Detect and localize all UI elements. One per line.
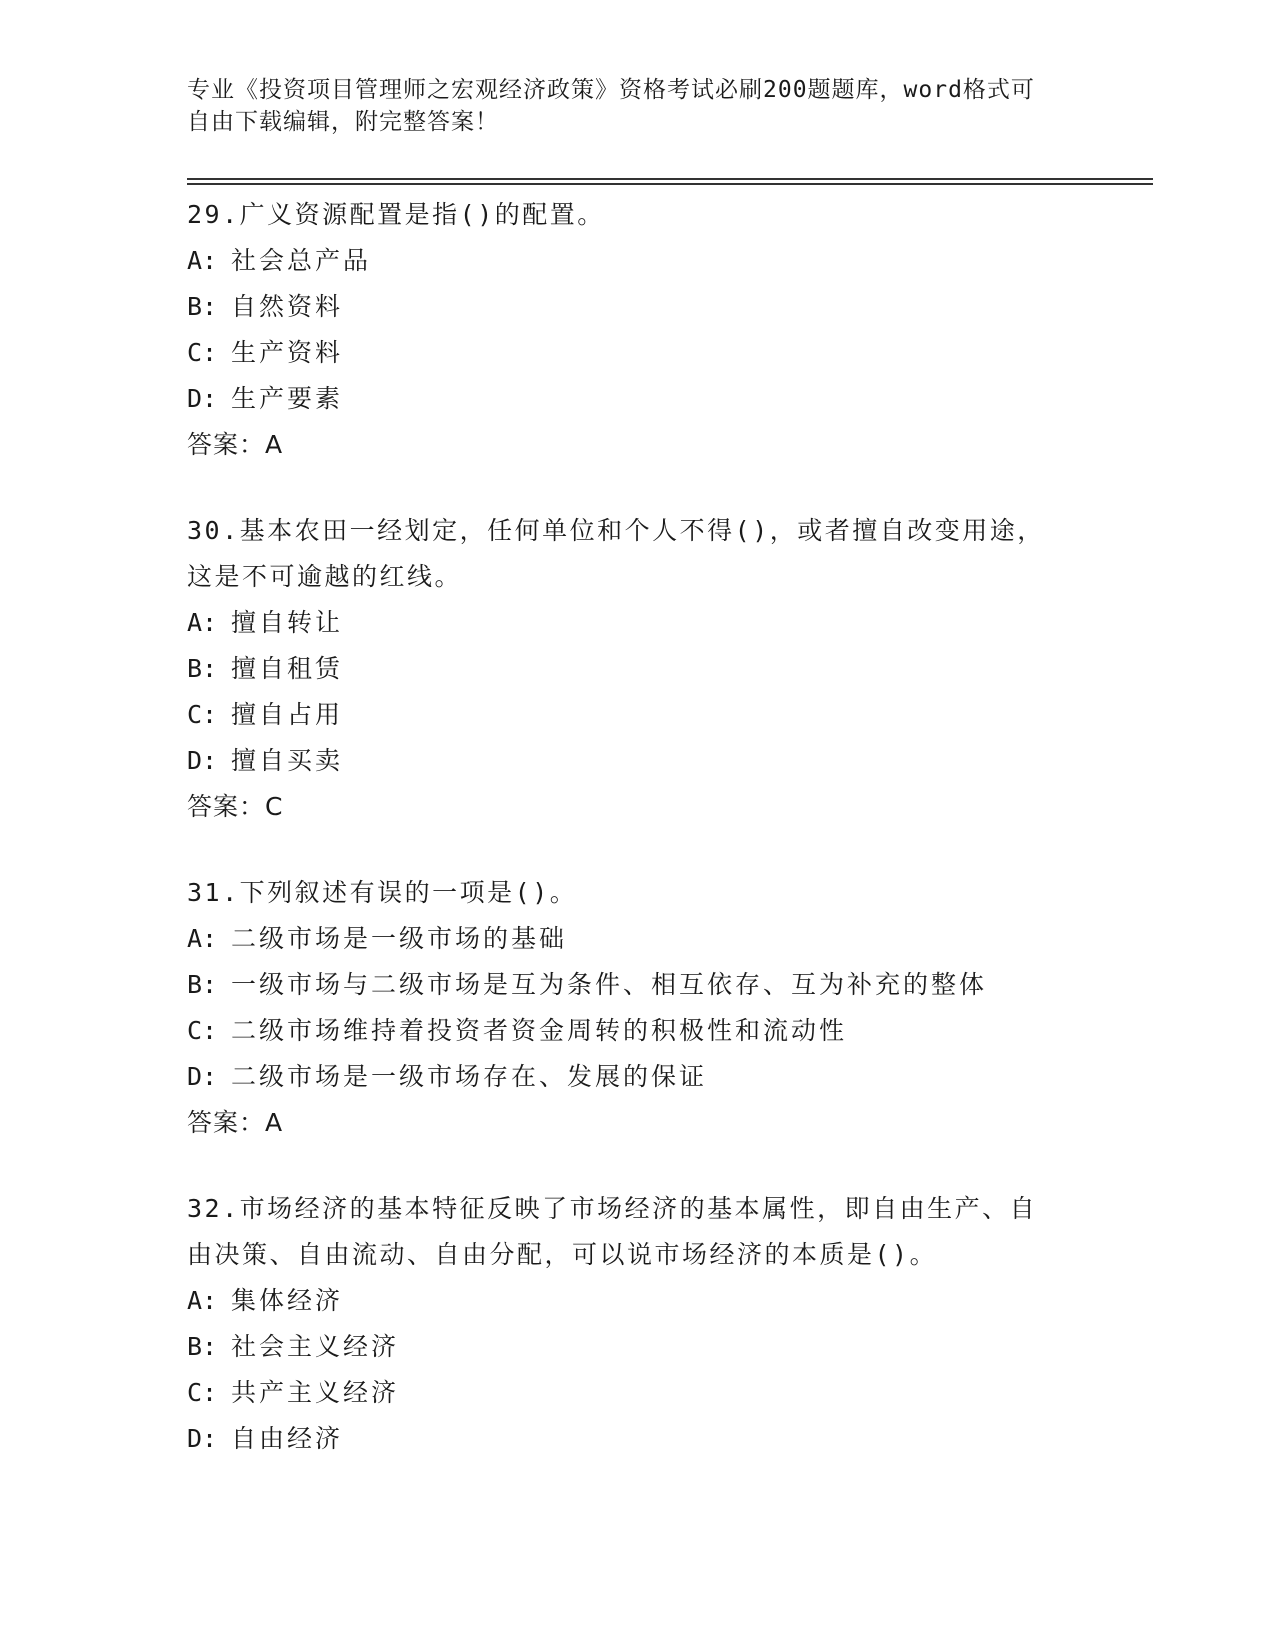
answer-line: 答案：A [187,1108,284,1137]
question-stem: 30.基本农田一经划定，任何单位和个人不得()，或者擅自改变用途， [187,516,1045,545]
option-text: 集体经济 [231,1286,344,1315]
option-text: 二级市场维持着投资者资金周转的积极性和流动性 [231,1016,848,1045]
option-letter: A: [187,924,218,953]
option-c [187,692,1087,738]
answer-line: 答案：C [187,792,284,821]
question-31 [187,870,1087,1146]
option-letter: A: [187,608,218,637]
option-text: 社会总产品 [231,246,372,275]
question-30 [187,508,1087,830]
option-c [187,1008,1087,1054]
option-b [187,646,1087,692]
option-letter: A: [187,1286,218,1315]
question-29 [187,192,1087,468]
header-line: 自由下载编辑，附完整答案！ [187,109,499,135]
option-text: 二级市场是一级市场的基础 [231,924,568,953]
option-text: 自由经济 [231,1424,344,1453]
option-text: 擅自买卖 [231,746,344,775]
option-letter: C: [187,1378,218,1407]
option-letter: B: [187,292,218,321]
question-stem: 32.市场经济的基本特征反映了市场经济的基本属性，即自由生产、自 [187,1194,1038,1223]
option-b [187,962,1087,1008]
option-text: 社会主义经济 [231,1332,400,1361]
option-text: 擅自租赁 [231,654,344,683]
option-b [187,1324,1087,1370]
option-text: 生产要素 [231,384,344,413]
option-letter: A: [187,246,218,275]
option-letter: D: [187,1062,218,1091]
question-stem: 由决策、自由流动、自由分配，可以说市场经济的本质是()。 [187,1240,938,1269]
option-letter: C: [187,1016,218,1045]
option-text: 二级市场是一级市场存在、发展的保证 [231,1062,708,1091]
option-d [187,376,1087,422]
question-list [187,192,1087,1502]
question-stem: 29.广义资源配置是指()的配置。 [187,200,605,229]
option-letter: D: [187,384,218,413]
option-a [187,916,1087,962]
option-text: 共产主义经济 [231,1378,400,1407]
question-stem: 这是不可逾越的红线。 [187,562,463,591]
answer-line: 答案：A [187,430,284,459]
option-letter: B: [187,1332,218,1361]
option-text: 擅自转让 [231,608,344,637]
option-text: 自然资料 [231,292,344,321]
option-letter: C: [187,700,218,729]
option-letter: C: [187,338,218,367]
question-stem: 31.下列叙述有误的一项是()。 [187,878,578,907]
document-header [187,74,1067,138]
option-d [187,1416,1087,1462]
option-a [187,1278,1087,1324]
option-text: 擅自占用 [231,700,344,729]
option-letter: B: [187,654,218,683]
option-text: 一级市场与二级市场是互为条件、相互依存、互为补充的整体 [231,970,988,999]
header-divider [187,183,1153,185]
option-text: 生产资料 [231,338,344,367]
option-a [187,238,1087,284]
header-divider [187,178,1153,180]
option-c [187,1370,1087,1416]
option-c [187,330,1087,376]
option-letter: D: [187,1424,218,1453]
option-letter: B: [187,970,218,999]
option-a [187,600,1087,646]
option-d [187,1054,1087,1100]
option-b [187,284,1087,330]
option-d [187,738,1087,784]
option-letter: D: [187,746,218,775]
header-line: 专业《投资项目管理师之宏观经济政策》资格考试必刷200题题库，word格式可 [187,77,1035,103]
question-32 [187,1186,1087,1462]
